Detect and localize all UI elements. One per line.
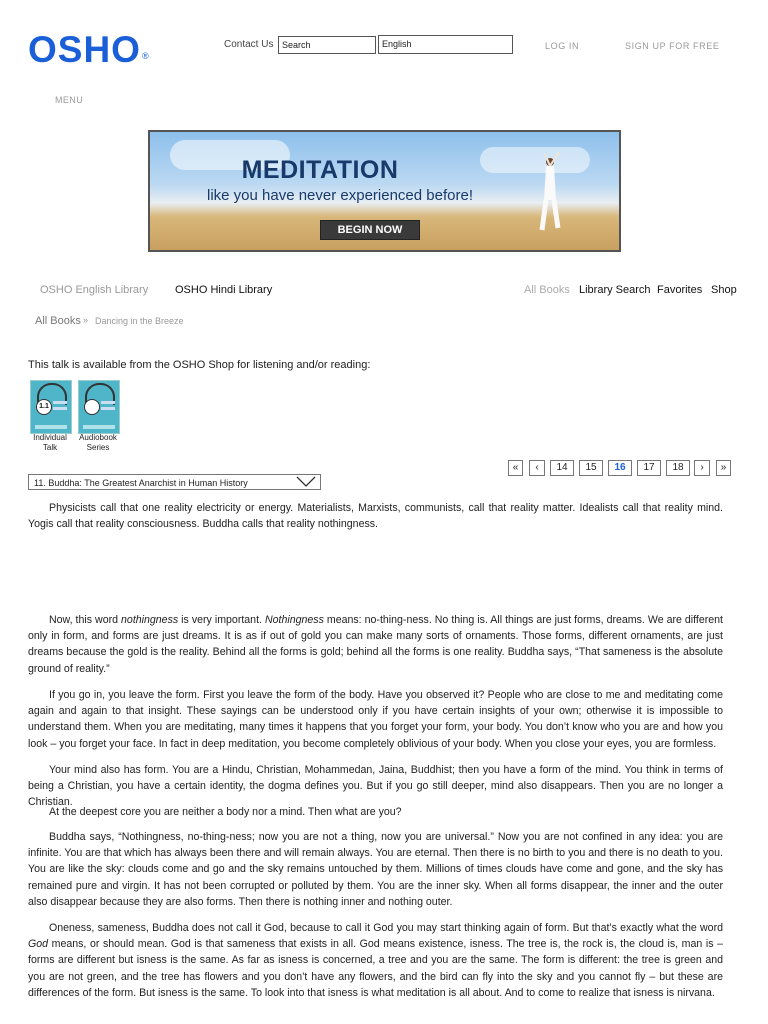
nav-favorites[interactable]: Favorites — [657, 284, 703, 296]
begin-now-button[interactable]: BEGIN NOW — [320, 220, 420, 240]
banner-subtitle: like you have never experienced before! — [206, 187, 473, 204]
cover-bar — [35, 425, 67, 429]
cover-line — [101, 401, 115, 404]
emphasis: nothingness — [121, 614, 179, 626]
text-run: Now, this word — [49, 614, 122, 626]
cd-icon — [84, 399, 100, 415]
paragraph-7 — [28, 920, 723, 1001]
paragraph-1: Physicists call that one reality electricity or energy. Materialists, Marxists, communists, call that reality matter. Idealists call that reality mind. Yogis call that reality consciousness. Buddha calls that reality nothingness. — [28, 502, 723, 531]
cover-line — [53, 401, 67, 404]
label-line: Individual — [33, 433, 67, 442]
language-select[interactable]: English — [378, 35, 513, 54]
breadcrumb-separator: » — [83, 315, 89, 325]
paragraph-2 — [28, 612, 723, 677]
breadcrumb-all-books[interactable]: All Books — [35, 315, 81, 327]
individual-talk-thumbnail[interactable] — [30, 380, 72, 434]
text-run: is very important. — [178, 614, 265, 626]
nav-all-books[interactable]: All Books — [524, 284, 570, 296]
breadcrumb-current: Dancing in the Breeze — [95, 316, 184, 326]
label-line: Talk — [42, 443, 58, 452]
chevron-down-icon[interactable] — [296, 476, 316, 488]
audiobook-series-label[interactable] — [76, 433, 120, 453]
page-next-button[interactable]: › — [694, 460, 710, 476]
nav-library-search[interactable]: Library Search — [579, 284, 651, 296]
paragraph-3: If you go in, you leave the form. First you leave the form of the body. Have you observed it? People who are close to me and meditating come again and again to that insight. These sayings can be understood only if you have certain insights of your own; otherwise it is impossible to understand them. When you are meditating, many times it happens that you forget your form, your body. You don’t know who you are and how you look – you forget your face. In fact in deep meditation, you become completely oblivious of your body. When you close your eyes, you are formless. — [28, 689, 723, 750]
text-run: means, or should mean. God is that sameness that exists in all. God means existence, isness. The tree is, the rock is, the cloud is, man is – forms are different but isness is the same. As far as isness is concerned, a tree and you are the same. The form is different: the tree is green and you are not green, and the tree has flowers and you don’t have any flowers, and the bird can fly into the sky and you cannot fly – but these are differences of the form. But isness is the same. To look into that isness is what meditation is all about. And to come to realize that isness is nirvana. — [28, 938, 723, 999]
page-link-18[interactable]: 18 — [666, 460, 690, 476]
paragraph-4: Your mind also has form. You are a Hindu, Christian, Mohammedan, Jaina, Buddhist; then you have a form of the mind. You think in terms of being a Christian, you have a certain identity, the dogma defines you. But if you go still deeper, mind also disappears. Then you are no longer a Christian. — [28, 764, 723, 809]
contact-us-link[interactable]: Contact Us — [224, 39, 274, 50]
jumping-woman-image — [535, 150, 565, 238]
individual-talk-label[interactable] — [28, 433, 72, 453]
page-link-15[interactable]: 15 — [579, 460, 603, 476]
cover-bar — [83, 425, 115, 429]
page-link-16-current[interactable]: 16 — [608, 460, 632, 476]
talk-badge: 1.1 — [36, 399, 52, 415]
page-link-17[interactable]: 17 — [637, 460, 661, 476]
cover-line — [53, 407, 67, 410]
label-line: Series — [86, 443, 110, 452]
osho-logo[interactable] — [28, 30, 149, 70]
emphasis: Nothingness — [264, 614, 324, 626]
chapter-select[interactable]: 11. Buddha: The Greatest Anarchist in Human History — [28, 474, 321, 490]
availability-text: This talk is available from the OSHO Shop for listening and/or reading: — [28, 359, 371, 371]
menu-button[interactable]: MENU — [55, 95, 84, 105]
cover-line — [101, 407, 115, 410]
search-input[interactable] — [278, 36, 376, 54]
label-line: Audiobook — [79, 433, 117, 442]
nav-shop[interactable]: Shop — [711, 284, 737, 296]
text-run: Oneness, sameness, Buddha does not call it God, because to call it God you may start thinking again of form. But that’s exactly what the word — [49, 922, 723, 934]
page-last-button[interactable]: » — [716, 460, 731, 476]
emphasis: God — [28, 938, 49, 951]
signup-link[interactable]: SIGN UP FOR FREE — [625, 41, 720, 51]
login-link[interactable]: LOG IN — [545, 41, 580, 51]
text-run: means: no-thing-ness. No thing is. All things are just forms, dreams. We are different only in form, and forms are just dreams. It is as if out of gold you can make many sorts of ornaments. Those forms, different ornaments, are just dreams because the gold is the reality. Behind all the forms is gold; behind all the forms is one reality. Buddha says, “That sameness is the absolute ground of reality.” — [28, 614, 723, 675]
nav-hindi-library[interactable]: OSHO Hindi Library — [175, 284, 273, 296]
banner-title: MEDITATION — [241, 156, 399, 184]
nav-english-library[interactable]: OSHO English Library — [40, 284, 149, 296]
page-link-14[interactable]: 14 — [550, 460, 574, 476]
paragraph-6: Buddha says, “Nothingness, no-thing-ness; now you are not a thing, now you are universal.” Now you are not confined in any idea: you are infinite. You are that which has always been there and will remain always. You are eternal. Then there is no birth to you and there is no death to you. You are like the sky: clouds come and go and the sky remains untouched by them. Millions of times clouds have come and gone, and the sky has remained pure and virgin. It has not been corrupted or polluted by them. You are the inner sky. When all forms disappear, the inner and the outer also disappear because they are also forms. Then there is nothing inner and nothing outer. — [28, 831, 723, 908]
page-prev-button[interactable]: ‹ — [529, 460, 545, 476]
meditation-banner[interactable] — [148, 130, 621, 252]
paragraph-5: At the deepest core you are neither a body nor a mind. Then what are you? — [49, 806, 402, 818]
logo-text: OSHO — [28, 29, 141, 70]
audiobook-series-thumbnail[interactable] — [78, 380, 120, 434]
registered-mark: ® — [141, 51, 150, 61]
page-first-button[interactable]: « — [508, 460, 523, 476]
